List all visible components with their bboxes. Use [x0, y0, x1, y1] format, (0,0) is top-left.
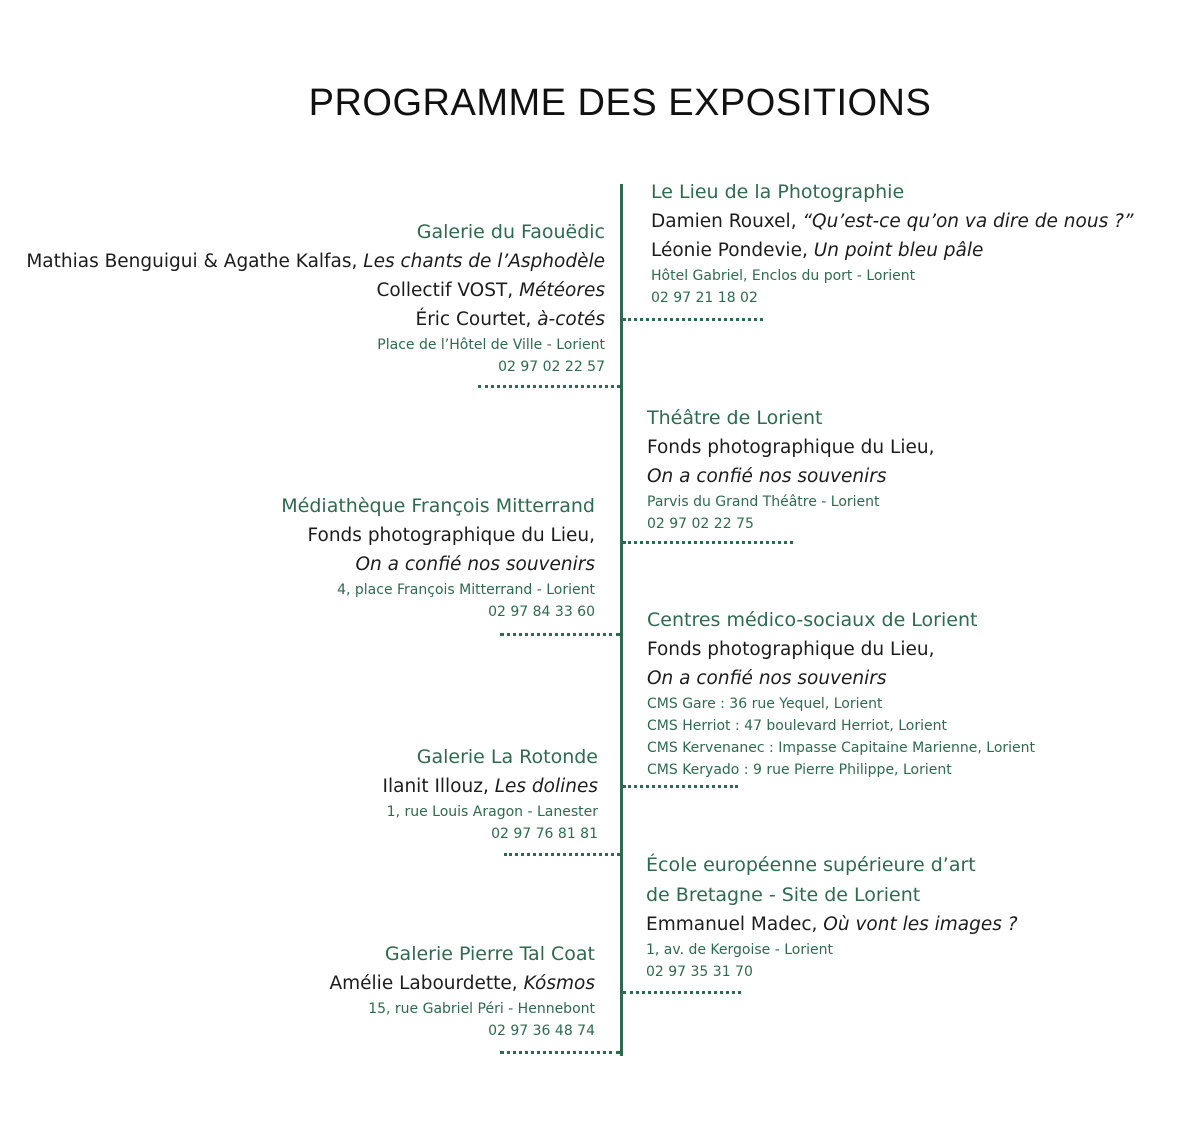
dotted-connector [623, 785, 738, 788]
artist: Ilanit Illouz, [382, 776, 495, 797]
work-title: On a confié nos souvenirs [647, 668, 887, 689]
venue-name: de Bretagne - Site de Lorient [646, 884, 921, 906]
work-title: Les dolines [494, 776, 598, 797]
exhibition-line [647, 433, 934, 462]
dotted-connector [623, 318, 763, 321]
dotted-connector [500, 633, 620, 636]
work-title: à-cotés [537, 309, 605, 330]
artist: Amélie Labourdette, [329, 973, 524, 994]
venue-ecole-europeenne-art-bretagne [646, 850, 1018, 983]
venue-phone: 02 97 02 22 57 [498, 359, 605, 375]
venue-address: CMS Herriot : 47 boulevard Herriot, Lorient [647, 718, 947, 734]
dotted-connector [478, 385, 620, 388]
work-title: Kósmos [523, 973, 595, 994]
venue-name: Le Lieu de la Photographie [651, 181, 905, 203]
exhibition-line [651, 236, 1134, 265]
exhibition-line [26, 247, 605, 276]
exhibition-line [329, 969, 595, 998]
exhibition-line [651, 207, 1134, 236]
dotted-connector [623, 991, 741, 994]
artist: Damien Rouxel, [651, 211, 803, 232]
work-title: Les chants de l’Asphodèle [363, 251, 605, 272]
exhibition-line [647, 635, 1035, 664]
work-title: On a confié nos souvenirs [355, 554, 595, 575]
exhibition-line [26, 276, 605, 305]
venue-address: Parvis du Grand Théâtre - Lorient [647, 494, 880, 510]
venue-address: 1, av. de Kergoise - Lorient [646, 942, 833, 958]
venue-name: Galerie du Faouëdic [416, 221, 605, 243]
venue-address: 4, place François Mitterrand - Lorient [337, 582, 595, 598]
venue-mediatheque-mitterrand [281, 491, 595, 623]
venue-address: 1, rue Louis Aragon - Lanester [386, 804, 598, 820]
artist: Mathias Benguigui & Agathe Kalfas, [26, 251, 364, 272]
artist: Léonie Pondevie, [651, 240, 814, 261]
dotted-connector [623, 541, 793, 544]
exhibition-line [646, 910, 1018, 939]
artist: Collectif VOST, [376, 280, 520, 301]
venue-address: CMS Kervenanec : Impasse Capitaine Marienne, Lorient [647, 740, 1036, 756]
work-title: Météores [519, 280, 605, 301]
venue-address: CMS Keryado : 9 rue Pierre Philippe, Lorient [647, 762, 952, 778]
work-title: Un point bleu pâle [813, 240, 984, 261]
venue-phone: 02 97 76 81 81 [491, 826, 598, 842]
work-title: “Qu’est-ce qu’on va dire de nous ?” [802, 211, 1134, 232]
exhibition-line [383, 772, 598, 801]
artist: Éric Courtet, [415, 309, 538, 330]
venue-lieu-de-la-photographie [651, 177, 1134, 309]
page-title: PROGRAMME DES EXPOSITIONS [308, 82, 932, 124]
venue-address: CMS Gare : 36 rue Yequel, Lorient [647, 696, 883, 712]
exhibition-line [281, 550, 595, 579]
venue-address: 15, rue Gabriel Péri - Hennebont [368, 1001, 595, 1017]
venue-address: Hôtel Gabriel, Enclos du port - Lorient [651, 268, 916, 284]
artist: Fonds photographique du Lieu, [647, 639, 935, 660]
venue-name: Théâtre de Lorient [647, 407, 823, 429]
exhibition-line [26, 305, 605, 334]
venue-phone: 02 97 21 18 02 [651, 290, 758, 306]
venue-name: Galerie La Rotonde [416, 746, 598, 768]
venue-phone: 02 97 35 31 70 [646, 964, 753, 980]
dotted-connector [500, 1051, 620, 1054]
venue-address: Place de l’Hôtel de Ville - Lorient [377, 337, 605, 353]
work-title: On a confié nos souvenirs [647, 466, 887, 487]
dotted-connector [504, 853, 620, 856]
venue-galerie-faouedic [26, 217, 605, 378]
timeline-axis [620, 184, 623, 1056]
venue-name: Galerie Pierre Tal Coat [384, 943, 595, 965]
venue-centres-medico-sociaux [647, 605, 1035, 781]
exhibition-line [281, 521, 595, 550]
exhibition-line [647, 664, 1035, 693]
exhibition-line [647, 462, 934, 491]
artist: Fonds photographique du Lieu, [307, 525, 595, 546]
work-title: Où vont les images ? [823, 914, 1018, 935]
venue-theatre-de-lorient [647, 403, 934, 535]
venue-name: Centres médico-sociaux de Lorient [647, 609, 978, 631]
venue-name: École européenne supérieure d’art [646, 854, 976, 876]
venue-galerie-pierre-tal-coat [329, 939, 595, 1042]
venue-galerie-la-rotonde [383, 742, 598, 845]
venue-phone: 02 97 02 22 75 [647, 516, 754, 532]
artist: Fonds photographique du Lieu, [647, 437, 935, 458]
venue-name: Médiathèque François Mitterrand [281, 495, 595, 517]
venue-phone: 02 97 36 48 74 [488, 1023, 595, 1039]
artist: Emmanuel Madec, [646, 914, 824, 935]
venue-phone: 02 97 84 33 60 [488, 604, 595, 620]
